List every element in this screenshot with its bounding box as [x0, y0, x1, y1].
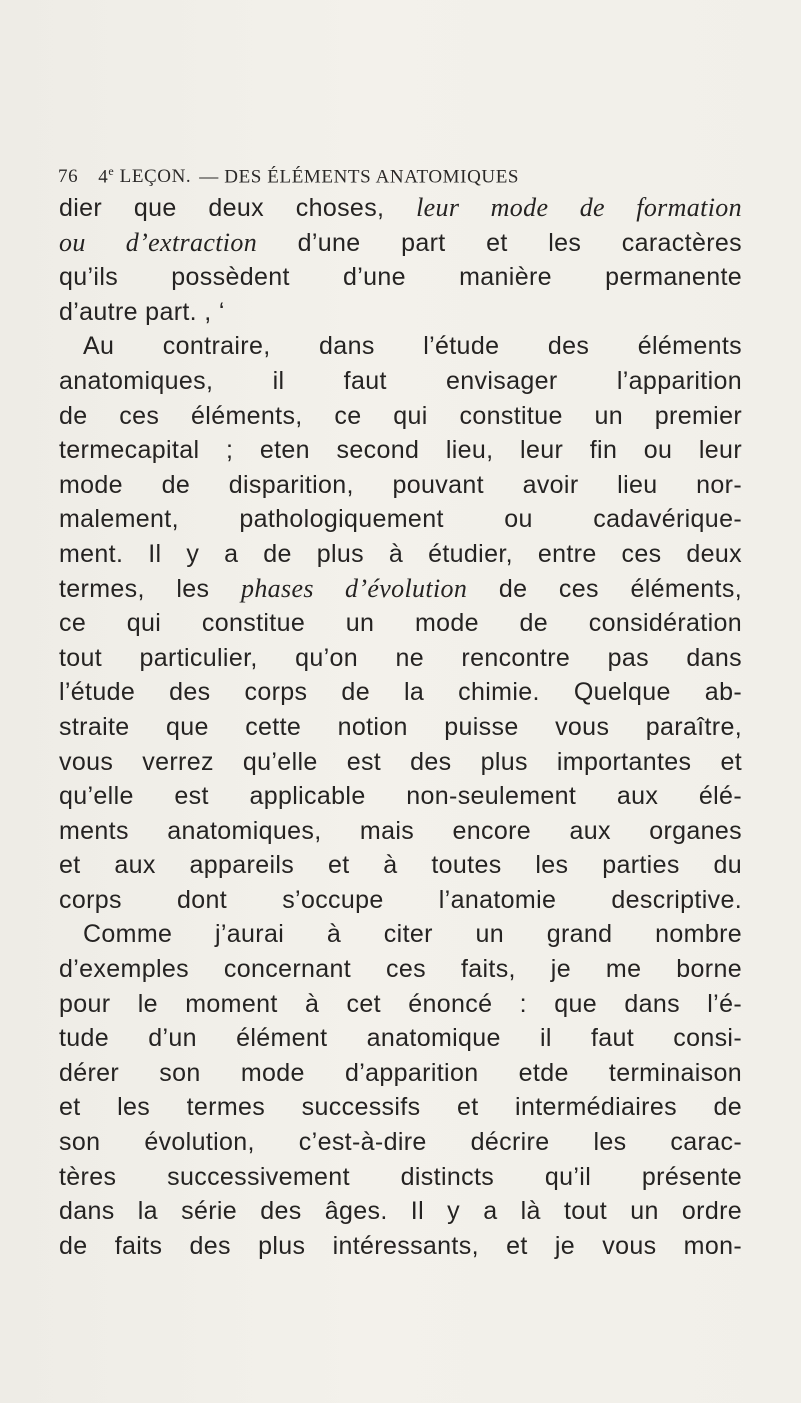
text-line: [59, 675, 742, 710]
lecon-number: 4: [98, 166, 109, 188]
text-run: termecapital ; eten second lieu, leur fin ou leur: [59, 436, 742, 465]
text-line: [59, 779, 742, 814]
text-run: ment. Il y a de plus à étudier, entre ces deux: [59, 539, 742, 568]
text-run: de faits des plus intéressants, et je vous mon-: [59, 1231, 742, 1260]
text-line: [59, 641, 742, 676]
text-line: [59, 572, 742, 607]
lecon-superscript: e: [108, 164, 115, 178]
text-line: [59, 1021, 742, 1056]
running-header: [58, 164, 519, 188]
lecon-label: LEÇON.: [119, 166, 192, 188]
text-line: [59, 1194, 742, 1229]
text-line: [59, 1229, 742, 1264]
text-run: Au contraire, dans l’étude des éléments: [83, 332, 742, 361]
text-run: d’une part et les caractères: [257, 228, 742, 257]
text-line: [59, 226, 742, 261]
text-line: [59, 952, 742, 987]
text-run: de ces éléments,: [467, 574, 742, 603]
text-line: [59, 537, 742, 572]
text-line: [59, 606, 742, 641]
text-run: straite que cette notion puisse vous paraître,: [59, 712, 742, 741]
text-line: [59, 191, 742, 226]
text-line: [59, 260, 742, 295]
text-run: et les termes successifs et intermédiaires de: [59, 1093, 742, 1122]
text-run: son évolution, c’est-à-dire décrire les carac-: [59, 1128, 742, 1157]
text-run: termes, les: [59, 574, 241, 603]
text-line: [59, 987, 742, 1022]
text-run: tude d’un élément anatomique il faut consi-: [59, 1024, 742, 1053]
text-run: de ces éléments, ce qui constitue un premier: [59, 401, 742, 430]
text-run: dier que deux choses,: [59, 194, 417, 222]
text-run: vous verrez qu’elle est des plus importantes et: [59, 747, 742, 776]
chapter-title: — DES ÉLÉMENTS ANATOMIQUES: [199, 166, 520, 188]
italic-phrase: phases d’évolution: [240, 573, 468, 603]
text-line: [59, 1056, 742, 1091]
text-line: [59, 814, 742, 849]
text-run: mode de disparition, pouvant avoir lieu nor-: [59, 470, 742, 499]
text-run: d’autre part. , ‘: [59, 297, 225, 326]
text-run: qu’elle est applicable non-seulement aux élé-: [59, 782, 742, 811]
text-line: [59, 710, 742, 745]
text-run: l’étude des corps de la chimie. Quelque ab-: [59, 678, 742, 707]
text-run: d’exemples concernant ces faits, je me borne: [59, 955, 742, 984]
page-number: 76: [58, 166, 79, 188]
text-line: [59, 848, 742, 883]
text-line: [59, 433, 742, 468]
text-run: tères successivement distincts qu’il présente: [59, 1162, 742, 1191]
text-line: [59, 883, 742, 918]
text-run: Comme j’aurai à citer un grand nombre: [83, 920, 742, 949]
text-run: malement, pathologiquement ou cadavérique-: [59, 505, 742, 534]
text-run: ce qui constitue un mode de considération: [59, 609, 742, 638]
text-run: qu’ils possèdent d’une manière permanente: [59, 263, 742, 292]
text-run: et aux appareils et à toutes les parties du: [59, 851, 742, 880]
text-run: tout particulier, qu’on ne rencontre pas dans: [59, 643, 742, 672]
italic-phrase: ou d’extraction: [59, 227, 258, 257]
text-line: [59, 295, 742, 330]
text-line: [59, 1125, 742, 1160]
text-run: ments anatomiques, mais encore aux organes: [59, 816, 742, 845]
text-line: [59, 468, 742, 503]
text-run: anatomiques, il faut envisager l’apparition: [59, 366, 742, 395]
text-run: dérer son mode d’apparition etde terminaison: [59, 1058, 742, 1087]
body-text: [59, 191, 742, 1263]
text-line: [59, 1090, 742, 1125]
text-line: [59, 745, 742, 780]
text-line: [59, 399, 742, 434]
text-run: corps dont s’occupe l’anatomie descriptive.: [59, 885, 742, 914]
text-run: dans la série des âges. Il y a là tout un ordre: [59, 1197, 742, 1226]
italic-phrase: leur mode de formation: [416, 193, 742, 222]
text-line: [59, 502, 742, 537]
text-run: pour le moment à cet énoncé : que dans l’é-: [59, 989, 742, 1018]
text-line: [59, 364, 742, 399]
text-line: [59, 917, 742, 952]
text-line: [59, 1160, 742, 1195]
text-line: [59, 329, 742, 364]
